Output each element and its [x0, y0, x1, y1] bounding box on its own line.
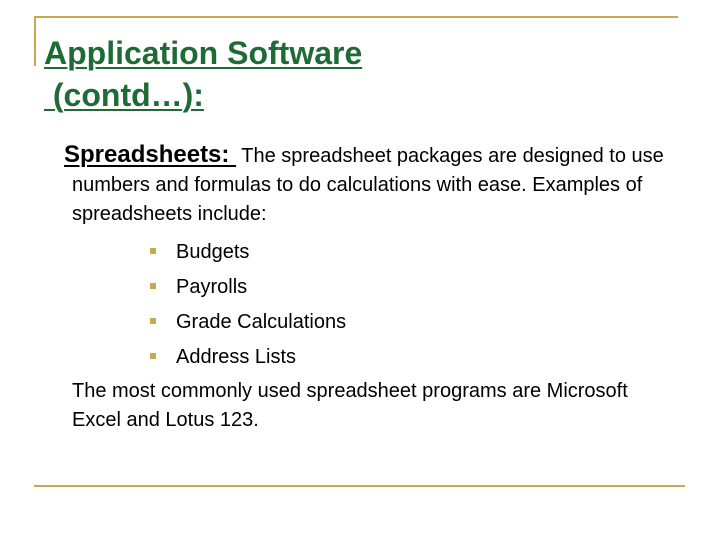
closing-paragraph: The most commonly used spreadsheet programs are Microsoft Excel and Lotus 123.	[72, 380, 628, 431]
intro-text: The spreadsheet packages are designed to use numbers and formulas to do calculations with ease. Examples of spreadsheets include:	[72, 145, 664, 225]
list-item-label: Grade Calculations	[176, 311, 347, 333]
slide-title-line-1: Application Software	[44, 35, 363, 71]
lead-term-spreadsheets: Spreadsheets:	[64, 141, 237, 168]
list-item	[148, 305, 672, 340]
square-bullet-icon	[150, 283, 156, 289]
slide-title-line-2: (contd…):	[44, 77, 204, 113]
list-item-label: Budgets	[176, 241, 250, 263]
top-divider-line	[36, 16, 678, 18]
slide-title	[44, 32, 362, 116]
list-item	[148, 340, 672, 375]
list-item	[148, 270, 672, 305]
list-item	[148, 235, 672, 270]
examples-list	[72, 235, 672, 375]
list-item-label: Address Lists	[176, 346, 297, 368]
bottom-divider-line	[34, 485, 685, 487]
square-bullet-icon	[150, 248, 156, 254]
intro-paragraph	[64, 140, 672, 229]
square-bullet-icon	[150, 353, 156, 359]
list-item-label: Payrolls	[176, 276, 248, 298]
square-bullet-icon	[150, 318, 156, 324]
left-divider-line	[34, 16, 36, 66]
slide-body	[64, 140, 672, 435]
